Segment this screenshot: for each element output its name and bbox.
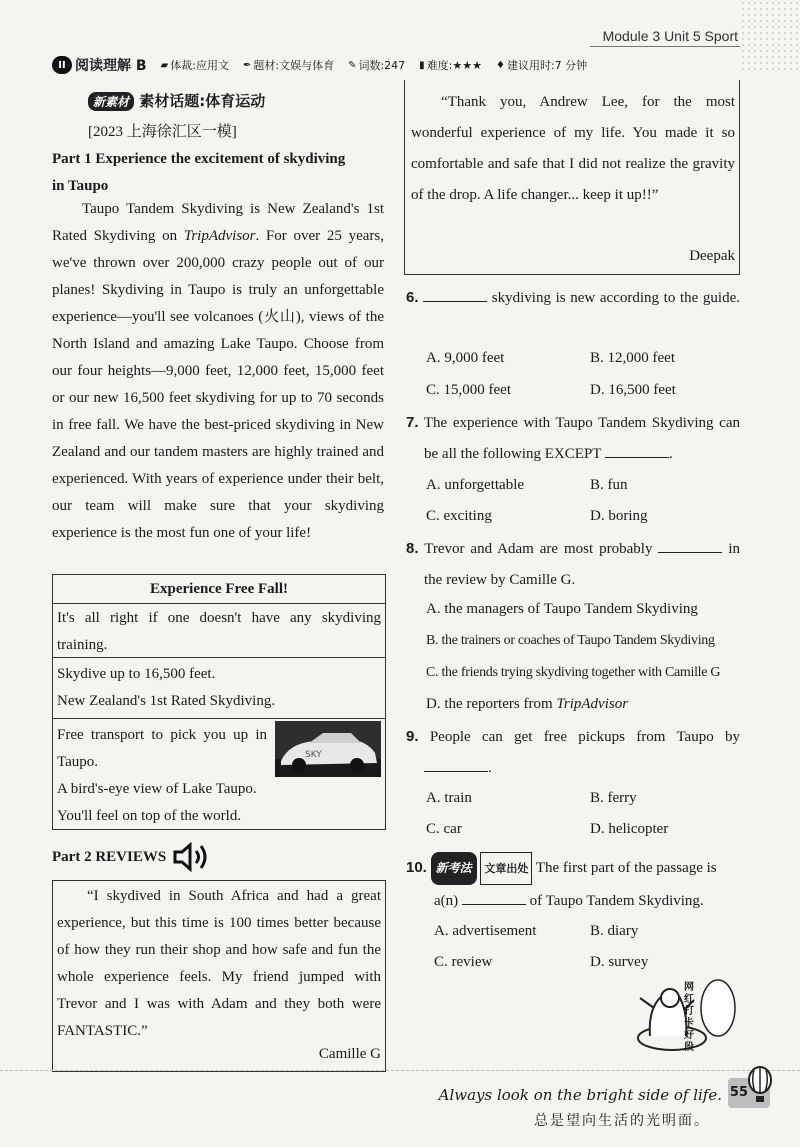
q7-option-a[interactable]: A. unforgettable <box>426 477 525 493</box>
q10-option-d[interactable]: D. survey <box>590 954 649 970</box>
pen-icon: ✒ <box>242 59 252 71</box>
q9-option-b[interactable]: B. ferry <box>590 790 637 806</box>
footer-motto-cn: 总是望向生活的光明面。 <box>534 1114 710 1129</box>
q9-option-a[interactable]: A. train <box>426 790 472 806</box>
review-1-author: Camille G <box>318 1046 381 1062</box>
word-count-meta <box>348 57 405 73</box>
review-2-author: Deepak <box>689 248 735 264</box>
q6-option-d[interactable]: D. 16,500 feet <box>590 382 676 398</box>
q10-text-c: of Taupo Tandem Skydiving. <box>529 893 704 909</box>
free-fall-row3 <box>53 718 385 833</box>
part1-heading-line1: Part 1 Experience the excitement of skydiving <box>52 151 346 167</box>
q9-number: 9. <box>406 728 419 745</box>
q8-option-d[interactable] <box>426 696 628 713</box>
part1-heading-line2: in Taupo <box>52 178 109 194</box>
free-fall-title: Experience Free Fall! <box>149 581 288 597</box>
q8-option-a[interactable]: A. the managers of Taupo Tandem Skydiving <box>426 601 698 617</box>
q8-number: 8. <box>406 540 419 557</box>
review-box-1 <box>52 880 386 1072</box>
section-info-bar <box>52 56 740 74</box>
q6-option-b[interactable]: B. 12,000 feet <box>590 350 675 366</box>
time-meta <box>496 57 587 73</box>
svg-text:SKY: SKY <box>305 750 322 760</box>
free-fall-row3-line3: You'll feel on top of the world. <box>57 808 242 824</box>
section-title-text: 阅读理解 B <box>75 58 147 74</box>
book-icon: ▰ <box>160 59 169 71</box>
review-box-2 <box>404 80 740 275</box>
q10-option-c[interactable]: C. review <box>434 954 493 970</box>
q6-option-a[interactable]: A. 9,000 feet <box>426 350 505 366</box>
free-fall-row1-text: It's all right if one doesn't have any skydiving training. <box>57 610 381 653</box>
q6-option-c[interactable]: C. 15,000 feet <box>426 382 511 398</box>
section-badge: II <box>52 56 72 74</box>
review-1-text: “I skydived in South Africa and had a great experience, but this time is 100 times better because of how they run their shop and how safe and fun the whole experience feels. My friend jumped with Trevor and I was with Adam and they both were FANTASTIC.” <box>57 888 381 1039</box>
q8-option-d-italic: TripAdvisor <box>556 696 629 712</box>
review-2-text: “Thank you, Andrew Lee, for the most wonderful experience of my life. You made it so comfortable and safe that I did not realize the gravity of the drop. A life changer... keep it up!!” <box>411 94 735 203</box>
tripadvisor-italic: TripAdvisor <box>183 228 256 244</box>
running-header: Module 3 Unit 5 Sport <box>602 28 738 44</box>
q10-option-a[interactable]: A. advertisement <box>434 923 537 939</box>
q6-text: skydiving is new according to the guide. <box>491 290 740 306</box>
free-fall-row2-line2: New Zealand's 1st Rated Skydiving. <box>57 693 276 709</box>
q8-option-b[interactable]: B. the trainers or coaches of Taupo Tandem Skydiving <box>426 633 715 648</box>
section-title <box>52 55 147 75</box>
q8-text-b: in the review by Camille G. <box>424 541 740 588</box>
word-count-text: 词数:247 <box>358 59 406 72</box>
q7-option-d[interactable]: D. boring <box>590 508 648 524</box>
topic-text: 题材:文娱与体育 <box>253 59 335 72</box>
q10-blank[interactable] <box>462 890 526 905</box>
q7-blank[interactable] <box>605 443 669 458</box>
part1-heading <box>52 146 386 200</box>
source-note: [2023 上海徐汇区一模] <box>88 124 237 140</box>
genre-meta <box>161 57 229 73</box>
q6-number: 6. <box>406 289 419 306</box>
material-title: 素材话题:体育运动 <box>139 92 266 110</box>
part1-text-a: Taupo Tandem Skydiving is New Zealand's 1st Rated Skydiving on <box>52 201 384 244</box>
difficulty-meta <box>419 57 482 73</box>
free-fall-row3-line1: Free transport to pick you up in Taupo. <box>57 727 267 770</box>
q6-blank[interactable] <box>423 287 487 302</box>
topic-meta <box>243 57 334 73</box>
free-fall-row1 <box>53 603 385 657</box>
q10-option-b[interactable]: B. diary <box>590 923 639 939</box>
bell-icon: ♦ <box>495 59 505 71</box>
q9-blank[interactable] <box>424 757 488 772</box>
material-topic <box>88 90 265 111</box>
q10-source-badge: 文章出处 <box>480 852 532 885</box>
q9-text: People can get free pickups from Taupo by <box>429 729 741 745</box>
question-7: 7. The experience with Taupo Tandem Skydiving can be all the following EXCEPT . <box>406 414 740 462</box>
quill-icon: ✎ <box>348 59 357 71</box>
corner-dot-pattern <box>740 0 800 70</box>
q8-option-d-text: D. the reporters from <box>426 696 557 712</box>
time-text: 建议用时:7 分钟 <box>506 59 588 72</box>
free-fall-box <box>52 574 386 830</box>
q7-option-b[interactable]: B. fun <box>590 477 628 493</box>
question-9: 9. People can get free pickups from Taupo by . <box>406 728 741 776</box>
q7-text: The experience with Taupo Tandem Skydiving can be all the following EXCEPT <box>423 415 740 462</box>
free-fall-row2-line1: Skydive up to 16,500 feet. <box>57 666 216 682</box>
free-fall-row3-line2: A bird's-eye view of Lake Taupo. <box>57 781 257 797</box>
q7-option-c[interactable]: C. exciting <box>426 508 492 524</box>
q10-number: 10. <box>406 859 427 876</box>
part2-heading: Part 2 REVIEWS <box>52 848 167 865</box>
header-rule <box>590 46 740 47</box>
question-6 <box>406 282 740 314</box>
q8-blank[interactable] <box>658 538 722 553</box>
difficulty-text: 难度:★★★ <box>426 59 482 72</box>
balloon-icon <box>746 1066 774 1106</box>
new-material-badge: 新素材 <box>88 92 134 111</box>
q10-new-method-badge: 新考法 <box>431 852 477 885</box>
q10-text-b: a(n) <box>434 893 459 909</box>
question-10 <box>406 852 740 885</box>
part1-text-b: . For over 25 years, we've thrown over 200,000 crazy people out of our planes! Skydiving in Taupo is truly an unforgettable experience—you'll see volcanoes (火山), views of the North Island and amazing Lake Taupo. Choose from our four heights—9,000 feet, 12,000 feet, 15,000 feet or our new 16,500 feet skydiving for up to 70 seconds in free fall. We have the best-priced skydiving in New Zealand and our tandem masters are highly trained and experienced. With years of experience under their belt, our team will make sure that your skydiving experience is the most fun one of your life! <box>52 228 384 541</box>
q9-option-c[interactable]: C. car <box>426 821 462 837</box>
part2-heading-wrap <box>52 842 210 872</box>
q7-number: 7. <box>406 414 419 431</box>
footer-motto-en: Always look on the bright side of life. <box>438 1086 722 1104</box>
cartoon-label: 网红打卡好段 <box>684 982 694 1053</box>
footer-rule <box>0 1070 800 1071</box>
part1-paragraph <box>52 196 384 547</box>
q8-text-a: Trevor and Adam are most probably <box>424 541 653 557</box>
q8-option-c[interactable]: C. the friends trying skydiving together with Camille G <box>426 665 721 680</box>
car-photo <box>275 721 381 777</box>
speaker-icon <box>172 842 210 872</box>
bars-icon: ▮ <box>419 59 425 71</box>
question-10-line2 <box>434 886 704 917</box>
q10-text-a: The first part of the passage is <box>535 860 717 876</box>
q9-option-d[interactable]: D. helicopter <box>590 821 669 837</box>
free-fall-row2 <box>53 657 385 718</box>
question-8 <box>406 533 740 596</box>
genre-text: 体裁:应用文 <box>170 59 229 72</box>
page-number: 55 <box>729 1085 748 1100</box>
